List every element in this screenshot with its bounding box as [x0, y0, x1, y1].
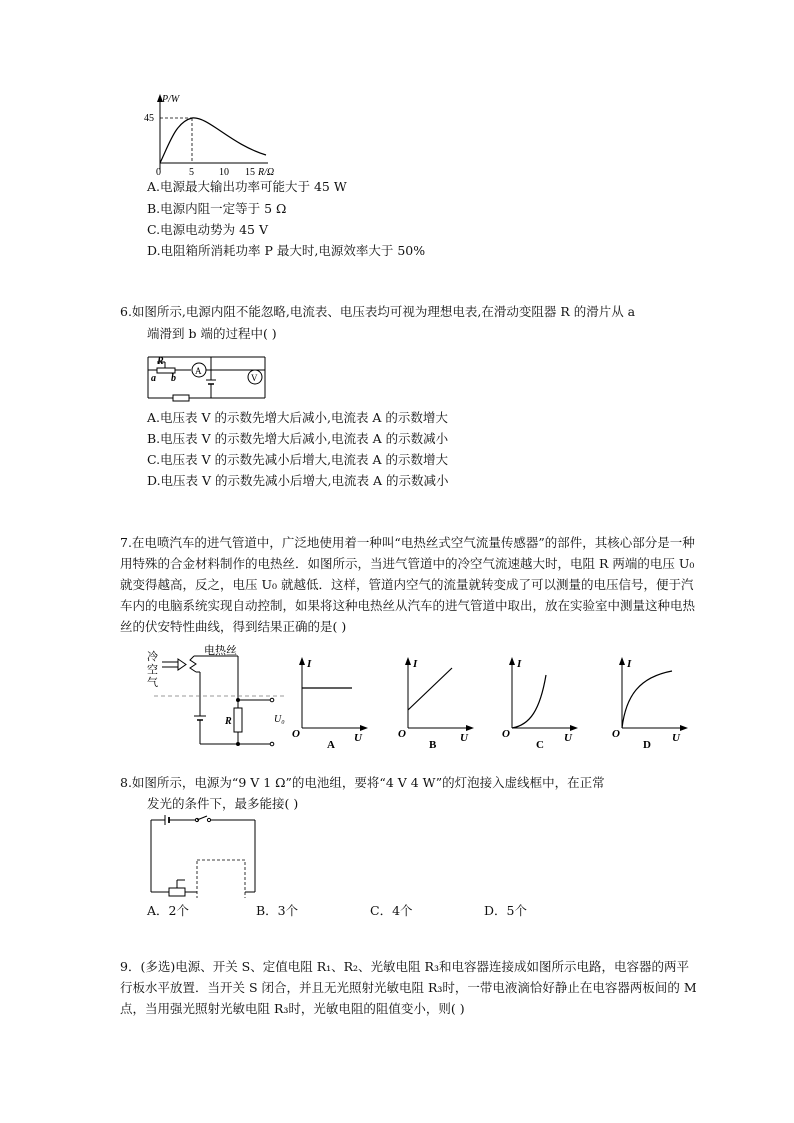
- q5-option-d: D.电阻箱所消耗功率 P 最大时,电源效率大于 50%: [147, 243, 426, 258]
- q7-graph-c-letter: C: [536, 739, 544, 751]
- q6-terminal-b: b: [171, 373, 176, 384]
- q7-cold-air-char: 空: [147, 664, 158, 676]
- q7-graph-d: [610, 655, 690, 751]
- q6-option-b: B.电压表 V 的示数先增大后减小,电流表 A 的示数减小: [147, 431, 449, 446]
- q6-option-d: D.电压表 V 的示数先减小后增大,电流表 A 的示数减小: [147, 473, 449, 488]
- q7-graph-a-origin: O: [292, 728, 300, 740]
- q7-graph-c-origin: O: [502, 728, 510, 740]
- q7-graph-d-i: I: [627, 658, 632, 670]
- q7-graph-b-letter: B: [429, 739, 437, 751]
- q6-rheostat-label: R: [157, 356, 164, 367]
- q8-stem-line-2: 发光的条件下，最多能接( ): [147, 796, 299, 811]
- q7-graph-b-u: U: [460, 732, 468, 744]
- q5-option-a: A.电源最大输出功率可能大于 45 W: [147, 179, 347, 194]
- q7-resistor-label: R: [225, 716, 232, 727]
- q7-graph-c-i: I: [517, 658, 522, 670]
- q9-stem: 9．(多选)电源、开关 S、定值电阻 R₁、R₂、光敏电阻 R₃和电容器连接成如图所示电路，电容器的两平行板水平放置．当开关 S 闭合，并且无光照射光敏电阻 R₃时，一带电液滴恰好静止在电容器两板间的 M 点，当用强光照射光敏电阻 R₃时，光敏电阻的阻值变小，则( ): [120, 959, 697, 1016]
- q5-graph-xtick: 5: [189, 167, 194, 178]
- q6-stem-line-1: 6.如图所示,电源内阻不能忽略,电流表、电压表均可视为理想电表,在滑动变阻器 R 的滑片从 a: [120, 304, 636, 319]
- q6-option-c: C.电压表 V 的示数先减小后增大,电流表 A 的示数增大: [147, 452, 449, 467]
- q5-option-c: C.电源电动势为 45 V: [147, 222, 268, 237]
- q6-terminal-a: a: [151, 373, 156, 384]
- q7-graph-b: [396, 655, 476, 751]
- q8-option-a: A．2个: [147, 903, 189, 918]
- q7-heating-wire-label: 电热丝: [204, 645, 237, 657]
- q7-graph-b-origin: O: [398, 728, 406, 740]
- q8-option-b: B．3个: [256, 903, 299, 918]
- q7-graph-d-origin: O: [612, 728, 620, 740]
- q5-graph-xtick: 0: [156, 167, 161, 178]
- q7-graph-a-i: I: [307, 658, 312, 670]
- q7-graph-d-letter: D: [643, 739, 651, 751]
- q5-graph-ylabel: P/W: [162, 94, 180, 105]
- q8-circuit-diagram: [145, 812, 265, 898]
- q7-graph-a: [290, 655, 370, 751]
- q7-cold-air-char: 冷: [147, 651, 158, 663]
- q7-graph-b-i: I: [413, 658, 418, 670]
- q5-graph-ymark: 45: [144, 113, 154, 124]
- q6-ammeter-label: A: [195, 366, 202, 376]
- q5-graph-xtick: 15: [245, 167, 255, 178]
- q8-option-c: C．4个: [370, 903, 413, 918]
- q7-graph-d-u: U: [672, 732, 680, 744]
- q6-voltmeter-label: V: [251, 373, 258, 383]
- q7-graph-a-u: U: [354, 732, 362, 744]
- q7-graph-c: [500, 655, 580, 751]
- q6-option-a: A.电压表 V 的示数先增大后减小,电流表 A 的示数增大: [147, 410, 448, 425]
- q5-power-resistance-graph: [140, 92, 280, 180]
- q5-graph-xtick: 10: [219, 167, 229, 178]
- q7-stem: 7.在电喷汽车的进气管道中，广泛地使用着一种叫“电热丝式空气流量传感器”的部件，其核心部分是一种用特殊的合金材料制作的电热丝．如图所示，当进气管道中的冷空气流速越大时，电阻 R 两端的电压 U₀ 就变得越高，反之，电压 U₀ 就越低．这样，管道内空气的流量就转变成了可以测量的电压信号，便于汽车内的电脑系统实现自动控制，如果将这种电热丝从汽车的进气管道中取出，放在实验室中测量这种电热丝的伏安特性曲线，得到结果正确的是( ): [120, 535, 696, 634]
- q7-sensor-circuit: [142, 640, 302, 752]
- q6-circuit-diagram: [143, 350, 273, 406]
- q5-option-b: B.电源内阻一定等于 5 Ω: [147, 201, 287, 216]
- q7-output-voltage-label: U₀: [274, 714, 285, 725]
- q5-graph-xlabel: R/Ω: [258, 167, 275, 178]
- q8-stem-line-1: 8.如图所示，电源为“9 V 1 Ω”的电池组，要将“4 V 4 W”的灯泡接入虚线框中，在正常: [120, 775, 605, 790]
- q7-cold-air-char: 气: [147, 677, 158, 689]
- q8-option-d: D．5个: [484, 903, 527, 918]
- q7-graph-c-u: U: [564, 732, 572, 744]
- q7-graph-a-letter: A: [327, 739, 335, 751]
- q6-stem-line-2: 端滑到 b 端的过程中( ): [147, 326, 277, 341]
